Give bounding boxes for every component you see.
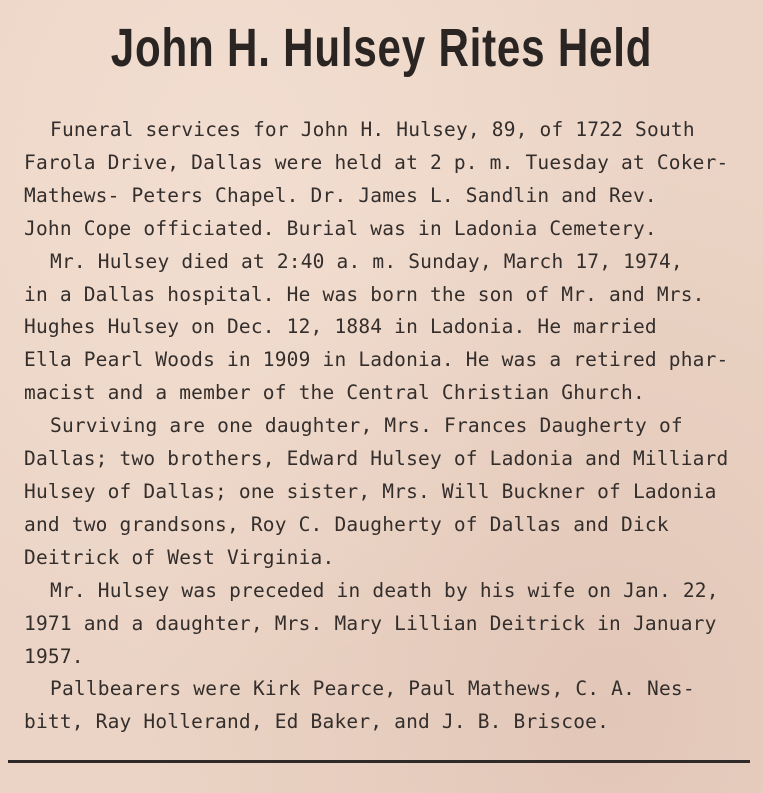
paragraph-survivors	[24, 410, 736, 575]
headline: John H. Hulsey Rites Held	[110, 18, 653, 78]
article-body	[24, 114, 736, 739]
paragraph-biography	[24, 246, 736, 411]
text-line: Dallas; two brothers, Edward Hulsey of Ladonia and Milliard	[24, 447, 729, 471]
text-line: Mr. Hulsey was preceded in death by his wife on Jan. 22,	[50, 578, 719, 602]
text-line: macist and a member of the Central Christian Ghurch.	[24, 381, 645, 405]
text-line: John Cope officiated. Burial was in Ladonia Cemetery.	[24, 216, 657, 240]
text-line: in a Dallas hospital. He was born the son of Mr. and Mrs.	[24, 282, 705, 306]
paragraph-pallbearers	[24, 673, 736, 739]
paragraph-preceded-in-death	[24, 575, 736, 674]
text-line: Ella Pearl Woods in 1909 in Ladonia. He was a retired phar-	[24, 348, 729, 372]
text-line: Surviving are one daughter, Mrs. Frances Daugherty of	[50, 414, 683, 438]
text-line: and two grandsons, Roy C. Daugherty of Dallas and Dick	[24, 512, 669, 536]
text-line: Hulsey of Dallas; one sister, Mrs. Will Buckner of Ladonia	[24, 479, 717, 503]
text-line: Pallbearers were Kirk Pearce, Paul Mathews, C. A. Nes-	[50, 677, 695, 701]
text-line: Deitrick of West Virginia.	[24, 545, 335, 569]
text-line: 1957.	[24, 644, 84, 668]
text-line: Hughes Hulsey on Dec. 12, 1884 in Ladonia. He married	[24, 315, 657, 339]
paragraph-funeral-services	[24, 114, 736, 246]
text-line: Mathews- Peters Chapel. Dr. James L. Sandlin and Rev.	[24, 183, 657, 207]
text-line: Mr. Hulsey died at 2:40 a. m. Sunday, March 17, 1974,	[50, 249, 683, 273]
text-line: 1971 and a daughter, Mrs. Mary Lillian Deitrick in January	[24, 611, 717, 635]
text-line: bitt, Ray Hollerand, Ed Baker, and J. B. Briscoe.	[24, 710, 610, 734]
text-line: Farola Drive, Dallas were held at 2 p. m. Tuesday at Coker-	[24, 150, 729, 174]
text-line: Funeral services for John H. Hulsey, 89, of 1722 South	[50, 118, 695, 141]
divider-rule	[8, 760, 750, 763]
